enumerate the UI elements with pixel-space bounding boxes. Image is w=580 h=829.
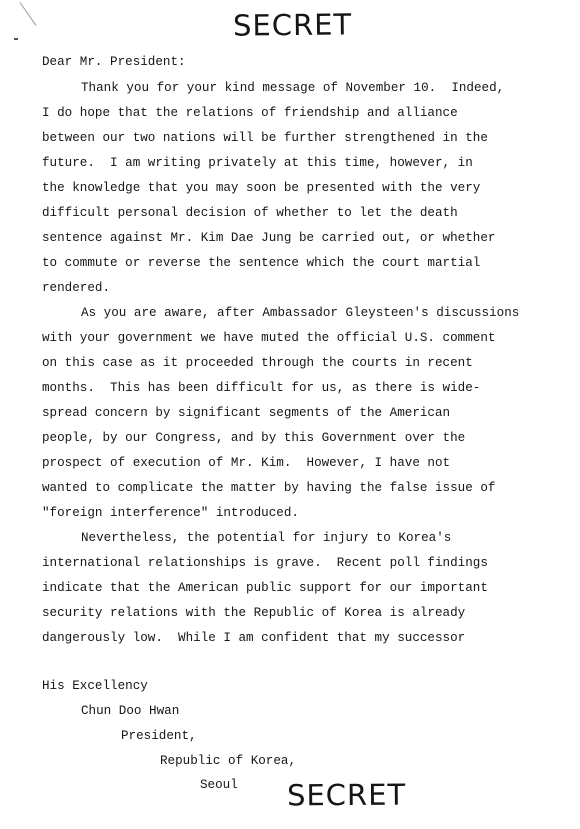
letter-line: security relations with the Republic of Korea is already <box>42 606 466 620</box>
corner-scan-mark <box>20 2 37 26</box>
letter-line: rendered. <box>42 281 111 295</box>
address-line-title: His Excellency <box>42 679 148 693</box>
letter-line: on this case as it proceeded through the courts in recent <box>42 356 473 370</box>
letter-line: months. This has been difficult for us, as there is wide- <box>42 381 481 395</box>
letter-line: to commute or reverse the sentence which the court martial <box>42 256 481 270</box>
letter-line: sentence against Mr. Kim Dae Jung be carried out, or whether <box>42 231 496 245</box>
letter-line: dangerously low. While I am confident that my successor <box>42 631 466 645</box>
letter-line: future. I am writing privately at this time, however, in <box>42 156 473 170</box>
letter-line: spread concern by significant segments of the American <box>42 406 451 420</box>
letter-line: prospect of execution of Mr. Kim. However, I have not <box>42 456 451 470</box>
classification-stamp-top: SECRET <box>232 7 353 43</box>
letter-line: people, by our Congress, and by this Government over the <box>42 431 466 445</box>
letter-line: international relationships is grave. Recent poll findings <box>42 556 488 570</box>
address-line-country: Republic of Korea, <box>160 754 297 768</box>
letter-line: indicate that the American public support for our important <box>42 581 488 595</box>
letter-line: between our two nations will be further strengthened in the <box>42 131 488 145</box>
margin-tick-mark <box>14 38 18 40</box>
letter-line: As you are aware, after Ambassador Gleysteen's discussions <box>81 306 520 320</box>
letter-line: wanted to complicate the matter by having the false issue of <box>42 481 496 495</box>
letter-line: I do hope that the relations of friendship and alliance <box>42 106 458 120</box>
classification-stamp-bottom: SECRET <box>286 777 407 813</box>
letter-line: "foreign interference" introduced. <box>42 506 299 520</box>
letter-body <box>42 80 542 655</box>
address-line-position: President, <box>121 729 197 743</box>
salutation: Dear Mr. President: <box>42 55 186 69</box>
letter-line: Thank you for your kind message of November 10. Indeed, <box>81 81 505 95</box>
address-line-name: Chun Doo Hwan <box>81 704 180 718</box>
letter-line: with your government we have muted the official U.S. comment <box>42 331 496 345</box>
letter-line: Nevertheless, the potential for injury to Korea's <box>81 531 452 545</box>
letter-line: the knowledge that you may soon be presented with the very <box>42 181 481 195</box>
letter-line: difficult personal decision of whether to let the death <box>42 206 458 220</box>
address-line-city: Seoul <box>200 778 238 792</box>
